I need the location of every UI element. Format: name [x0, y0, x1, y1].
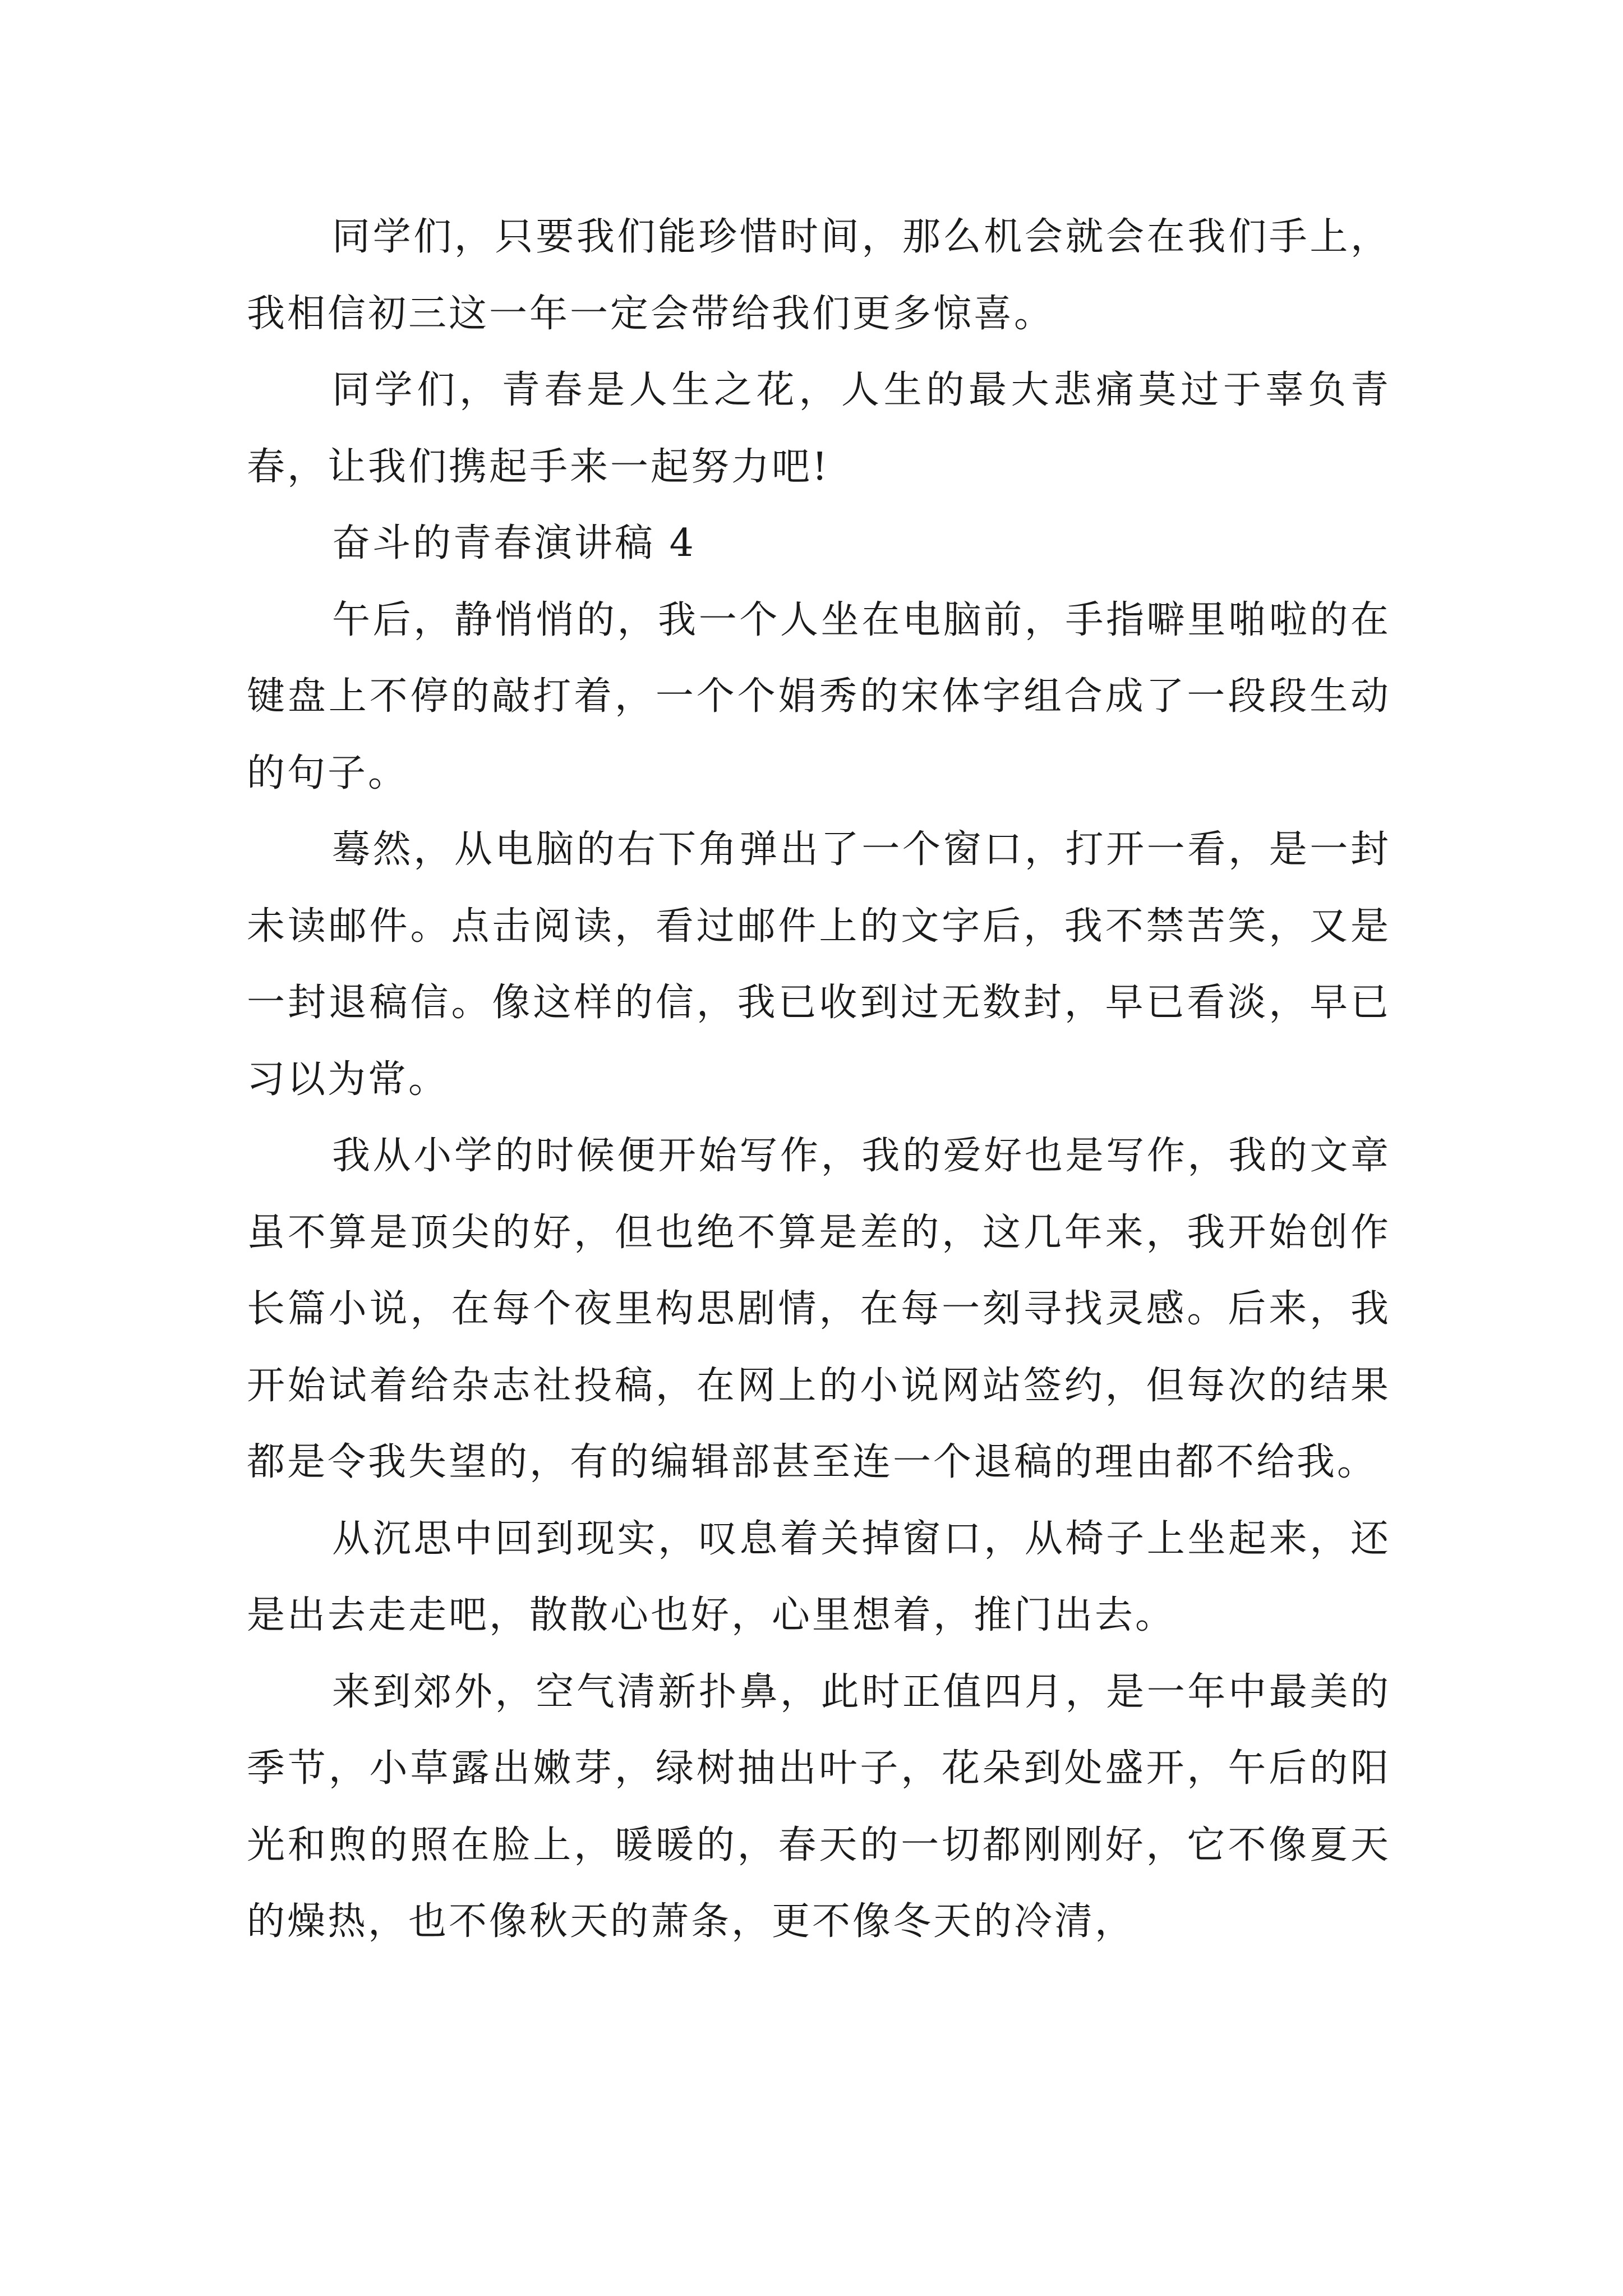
paragraph-7: 来到郊外，空气清新扑鼻，此时正值四月，是一年中最美的季节，小草露出嫩芽，绿树抽出叶子，花朵到处盛开，午后的阳光和煦的照在脸上，暖暖的，春天的一切都刚刚好，它不像夏天的燥热，也不像秋天的萧条，更不像冬天的冷清，	[247, 1669, 1391, 1944]
paragraph-1: 同学们，只要我们能珍惜时间，那么机会就会在我们手上，我相信初三这一年一定会带给我们更多惊喜。	[247, 215, 1391, 336]
paragraph-4: 蓦然，从电脑的右下角弹出了一个窗口，打开一看，是一封未读邮件。点击阅读，看过邮件上的文字后，我不禁苦笑，又是一封退稿信。像这样的信，我已收到过无数封，早已看淡，早已习以为常。	[247, 827, 1391, 1102]
paragraph-2: 同学们，青春是人生之花，人生的最大悲痛莫过于辜负青春，让我们携起手来一起努力吧!	[247, 368, 1391, 489]
document-body	[247, 199, 1391, 1961]
paragraph-5: 我从小学的时候便开始写作，我的爱好也是写作，我的文章虽不算是顶尖的好，但也绝不算是差的，这几年来，我开始创作长篇小说，在每个夜里构思剧情，在每一刻寻找灵感。后来，我开始试着给杂志社投稿，在网上的小说网站签约，但每次的结果都是令我失望的，有的编辑部甚至连一个退稿的理由都不给我。	[247, 1134, 1391, 1484]
paragraph-3: 午后，静悄悄的，我一个人坐在电脑前，手指噼里啪啦的在键盘上不停的敲打着，一个个娟秀的宋体字组合成了一段段生动的句子。	[247, 597, 1391, 795]
paragraph-6: 从沉思中回到现实，叹息着关掉窗口，从椅子上坐起来，还是出去走走吧，散散心也好，心里想着，推门出去。	[247, 1516, 1391, 1637]
section-heading: 奋斗的青春演讲稿 4	[332, 521, 696, 565]
